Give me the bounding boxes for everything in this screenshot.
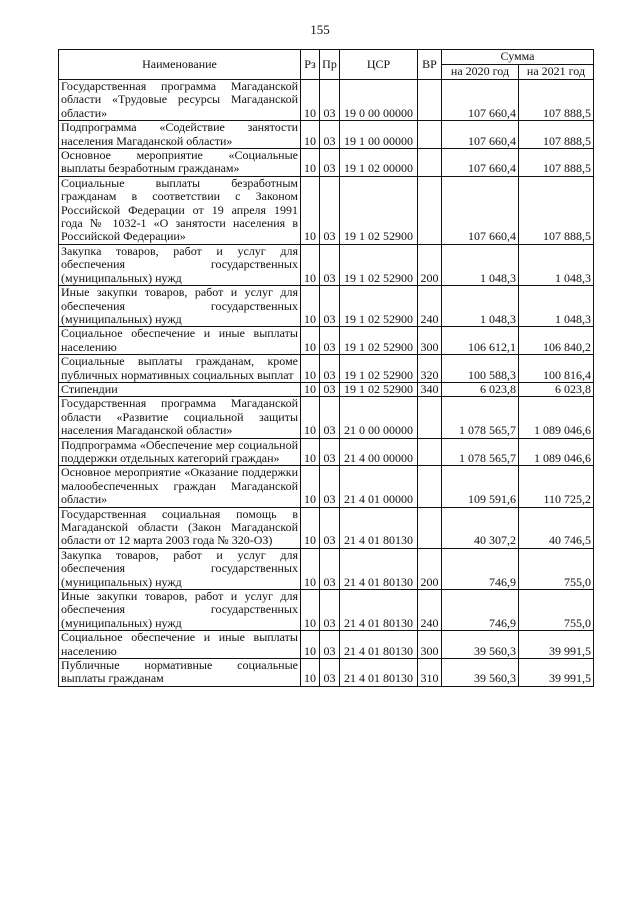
row-vr [418,466,442,507]
row-pr: 03 [320,382,340,396]
table-row [59,548,594,589]
row-sum-2021: 39 991,5 [519,631,594,659]
row-name: Стипендии [59,382,301,396]
row-sum-2021: 100 816,4 [519,355,594,383]
row-pr: 03 [320,80,340,121]
row-sum-2020: 39 560,3 [442,659,519,687]
row-csr: 21 4 01 80130 [340,659,418,687]
row-vr: 340 [418,382,442,396]
row-name: Закупка товаров, работ и услуг для обеспечения государственных (муниципальных) нужд [59,244,301,285]
row-pr: 03 [320,121,340,149]
row-sum-2020: 6 023,8 [442,382,519,396]
row-sum-2021: 107 888,5 [519,176,594,244]
row-sum-2021: 755,0 [519,590,594,631]
table-row [59,355,594,383]
row-rz: 10 [301,244,320,285]
header-year-2021: на 2021 год [519,65,594,80]
row-vr: 300 [418,631,442,659]
row-vr [418,149,442,177]
row-csr: 19 1 02 52900 [340,286,418,327]
row-name: Основное мероприятие «Оказание поддержки малообеспеченных граждан Магаданской области» [59,466,301,507]
row-name: Подпрограмма «Содействие занятости населения Магаданской области» [59,121,301,149]
row-sum-2021: 755,0 [519,548,594,589]
row-name: Подпрограмма «Обеспечение мер социальной поддержки отдельных категорий граждан» [59,438,301,466]
row-csr: 19 0 00 00000 [340,80,418,121]
row-csr: 21 0 00 00000 [340,397,418,438]
row-sum-2020: 107 660,4 [442,80,519,121]
header-sum: Сумма [442,50,594,65]
budget-table [58,49,594,687]
row-rz: 10 [301,507,320,548]
row-csr: 21 4 01 80130 [340,507,418,548]
row-sum-2020: 107 660,4 [442,176,519,244]
row-csr: 19 1 02 52900 [340,382,418,396]
table-row [59,631,594,659]
row-rz: 10 [301,355,320,383]
header-pr: Пр [320,50,340,80]
header-year-2020: на 2020 год [442,65,519,80]
row-name: Государственная программа Магаданской области «Развитие социальной защиты населения Магаданской области» [59,397,301,438]
row-rz: 10 [301,438,320,466]
row-vr [418,438,442,466]
row-name: Государственная программа Магаданской области «Трудовые ресурсы Магаданской области» [59,80,301,121]
header-name: Наименование [59,50,301,80]
table-header [59,50,594,80]
row-pr: 03 [320,507,340,548]
row-rz: 10 [301,590,320,631]
row-sum-2020: 1 048,3 [442,286,519,327]
row-rz: 10 [301,121,320,149]
header-rz: Рз [301,50,320,80]
row-name: Социальные выплаты безработным гражданам в соответствии с Законом Российской Федерации от 19 апреля 1991 года № 1032-1 «О занятости населения в Российской Федерации» [59,176,301,244]
row-pr: 03 [320,659,340,687]
row-pr: 03 [320,397,340,438]
table-row [59,176,594,244]
row-sum-2020: 746,9 [442,590,519,631]
row-vr: 200 [418,548,442,589]
row-csr: 21 4 01 00000 [340,466,418,507]
row-name: Иные закупки товаров, работ и услуг для обеспечения государственных (муниципальных) нужд [59,286,301,327]
row-sum-2021: 106 840,2 [519,327,594,355]
row-rz: 10 [301,176,320,244]
table-row [59,382,594,396]
row-sum-2021: 1 089 046,6 [519,397,594,438]
table-row [59,659,594,687]
row-sum-2021: 107 888,5 [519,121,594,149]
row-csr: 21 4 01 80130 [340,548,418,589]
row-sum-2021: 107 888,5 [519,149,594,177]
row-sum-2020: 107 660,4 [442,149,519,177]
row-vr: 240 [418,286,442,327]
row-csr: 19 1 02 52900 [340,327,418,355]
row-vr: 240 [418,590,442,631]
table-row [59,149,594,177]
row-csr: 21 4 01 80130 [340,631,418,659]
row-csr: 21 4 01 80130 [340,590,418,631]
row-pr: 03 [320,631,340,659]
row-pr: 03 [320,244,340,285]
row-vr [418,397,442,438]
row-vr: 300 [418,327,442,355]
row-pr: 03 [320,355,340,383]
row-sum-2020: 39 560,3 [442,631,519,659]
row-sum-2021: 107 888,5 [519,80,594,121]
row-csr: 21 4 00 00000 [340,438,418,466]
header-vr: ВР [418,50,442,80]
row-vr [418,121,442,149]
header-csr: ЦСР [340,50,418,80]
row-rz: 10 [301,466,320,507]
row-rz: 10 [301,397,320,438]
row-csr: 19 1 00 00000 [340,121,418,149]
row-vr: 320 [418,355,442,383]
row-vr: 200 [418,244,442,285]
row-rz: 10 [301,286,320,327]
row-pr: 03 [320,466,340,507]
table-row [59,438,594,466]
row-sum-2020: 1 078 565,7 [442,438,519,466]
table-row [59,286,594,327]
row-rz: 10 [301,659,320,687]
row-pr: 03 [320,149,340,177]
row-vr: 310 [418,659,442,687]
row-sum-2020: 1 048,3 [442,244,519,285]
page-number: 155 [310,22,330,37]
row-sum-2021: 110 725,2 [519,466,594,507]
row-csr: 19 1 02 00000 [340,149,418,177]
row-vr [418,176,442,244]
row-name: Социальное обеспечение и иные выплаты населению [59,327,301,355]
row-rz: 10 [301,327,320,355]
table-row [59,121,594,149]
row-sum-2020: 100 588,3 [442,355,519,383]
row-sum-2021: 1 048,3 [519,244,594,285]
table-row [59,590,594,631]
row-name: Иные закупки товаров, работ и услуг для обеспечения государственных (муниципальных) нужд [59,590,301,631]
row-rz: 10 [301,548,320,589]
row-sum-2021: 39 991,5 [519,659,594,687]
table-body [59,80,594,687]
row-rz: 10 [301,382,320,396]
row-pr: 03 [320,590,340,631]
row-csr: 19 1 02 52900 [340,176,418,244]
row-csr: 19 1 02 52900 [340,244,418,285]
table-row [59,327,594,355]
row-sum-2020: 40 307,2 [442,507,519,548]
row-csr: 19 1 02 52900 [340,355,418,383]
row-name: Публичные нормативные социальные выплаты гражданам [59,659,301,687]
row-rz: 10 [301,149,320,177]
table-row [59,507,594,548]
row-sum-2021: 1 048,3 [519,286,594,327]
row-vr [418,80,442,121]
table-row [59,397,594,438]
row-pr: 03 [320,327,340,355]
row-pr: 03 [320,176,340,244]
row-name: Социальные выплаты гражданам, кроме публичных нормативных социальных выплат [59,355,301,383]
row-name: Государственная социальная помощь в Магаданской области (Закон Магаданской области от 12 марта 2003 года № 320-ОЗ) [59,507,301,548]
row-name: Закупка товаров, работ и услуг для обеспечения государственных (муниципальных) нужд [59,548,301,589]
row-rz: 10 [301,80,320,121]
table-row [59,80,594,121]
row-pr: 03 [320,438,340,466]
row-vr [418,507,442,548]
table-row [59,244,594,285]
table-row [59,466,594,507]
row-sum-2020: 1 078 565,7 [442,397,519,438]
row-sum-2020: 109 591,6 [442,466,519,507]
row-sum-2020: 106 612,1 [442,327,519,355]
row-name: Основное мероприятие «Социальные выплаты безработным гражданам» [59,149,301,177]
row-sum-2021: 40 746,5 [519,507,594,548]
row-sum-2020: 746,9 [442,548,519,589]
row-rz: 10 [301,631,320,659]
row-sum-2021: 1 089 046,6 [519,438,594,466]
row-pr: 03 [320,286,340,327]
row-name: Социальное обеспечение и иные выплаты населению [59,631,301,659]
row-sum-2021: 6 023,8 [519,382,594,396]
row-pr: 03 [320,548,340,589]
row-sum-2020: 107 660,4 [442,121,519,149]
